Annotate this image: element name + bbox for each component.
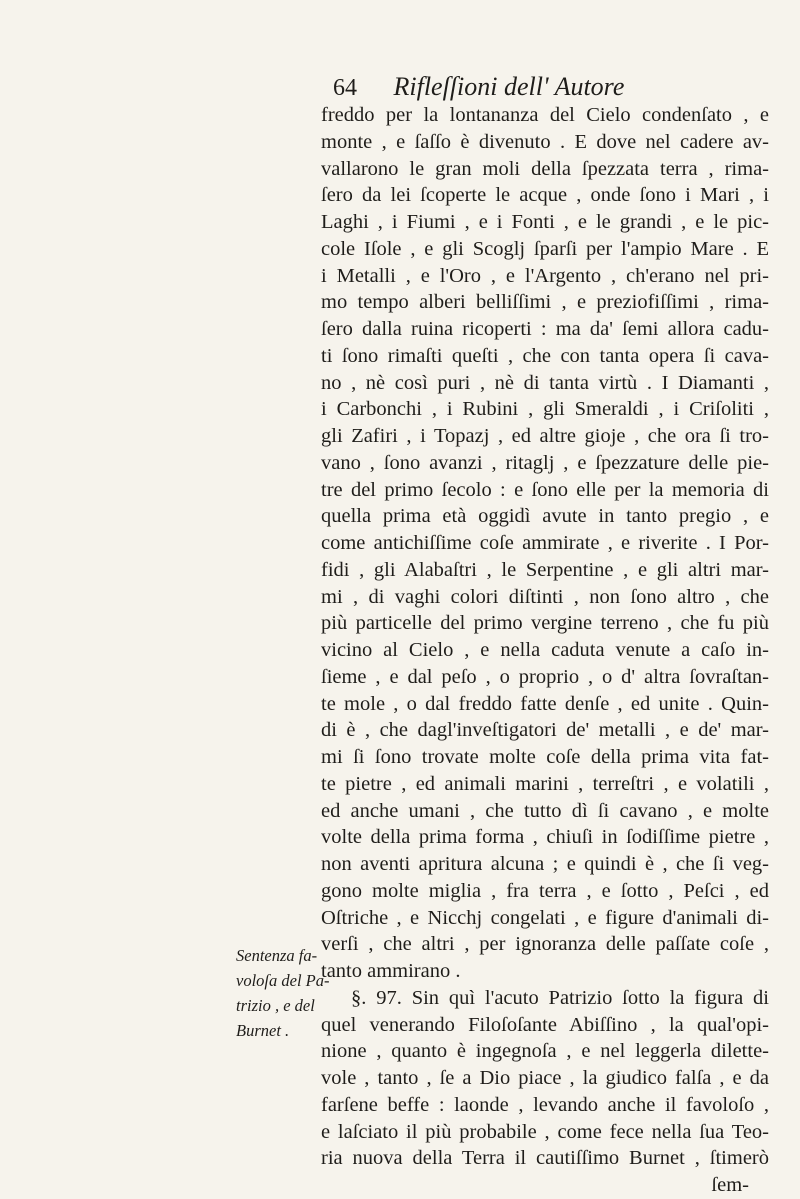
margin-note-line: voloſa del Pa-: [236, 971, 330, 990]
text-line: monte , e ſaſſo è divenuto . E dove nel cadere av-: [321, 130, 769, 153]
text-line: vallarono le gran moli della ſpezzata terra , rima-: [321, 157, 769, 180]
text-line: tre del primo ſecolo : e ſono elle per la memoria di: [321, 478, 769, 501]
text-line: mi , di vaghi colori diſtinti , non ſono altro , che: [321, 585, 769, 608]
catchword: ſem-: [711, 1174, 749, 1196]
text-line: ti ſono rimaſti queſti , che con tanta opera ſi cava-: [321, 344, 769, 367]
margin-note-line: Sentenza fa-: [236, 946, 318, 965]
margin-note: [236, 943, 330, 1043]
text-line: Oſtriche , e Nicchj congelati , e figure d'animali di-: [321, 906, 769, 929]
text-line: vicino al Cielo , e nella caduta venute a caſo in-: [321, 639, 769, 661]
text-line: farſene beffe : laonde , levando anche il favoloſo ,: [321, 1093, 769, 1116]
paragraph-end-line: tanto ammirano .: [321, 960, 461, 982]
margin-note-line: trizio , e del: [236, 996, 315, 1015]
text-line: non aventi apritura alcuna ; e quindi è , che ſi veg-: [321, 853, 769, 875]
text-line: ſieme , e dal peſo , o proprio , o d' altra ſovraſtan-: [321, 665, 769, 688]
text-line: ſero da lei ſcoperte le acque , onde ſono i Mari , i: [321, 184, 769, 207]
text-line: quella prima età oggidì avute in tanto pregio , e: [321, 505, 769, 528]
text-line: i Carbonchi , i Rubini , gli Smeraldi , i Criſoliti ,: [321, 398, 769, 421]
text-line: ria nuova della Terra il cautiſſimo Burnet , ſtimerò: [321, 1147, 769, 1170]
text-line: verſi , che altri , per ignoranza delle paſſate coſe ,: [321, 933, 769, 956]
text-line: mo tempo alberi belliſſimi , e preziofiſſimi , rima-: [321, 291, 769, 314]
text-line: te pietre , ed animali marini , terreſtri , e volatili ,: [321, 772, 769, 795]
text-line: ſero dalla ruina ricoperti : ma da' ſemi allora cadu-: [321, 318, 769, 340]
text-line: volte della prima forma , chiuſi in ſodiſſime pietre ,: [321, 826, 769, 849]
text-line: gli Zafiri , i Topazj , ed altre gioje , che ora ſi tro-: [321, 425, 769, 447]
text-line: vano , ſono avanzi , ritaglj , e ſpezzature delle pie-: [321, 451, 769, 474]
text-line: te mole , o dal freddo fatte denſe , ed unite . Quin-: [321, 692, 769, 715]
text-line: fidi , gli Alabaſtri , le Serpentine , e gli altri mar-: [321, 558, 769, 581]
text-line: più particelle del primo vergine terreno , che fu più: [321, 612, 769, 635]
text-line: ed anche umani , che tutto dì ſi cavano , e molte: [321, 799, 769, 822]
text-line: mi ſi ſono trovate molte coſe della prima vita fat-: [321, 746, 769, 768]
text-line: gono molte miglia , fra terra , e ſotto , Peſci , ed: [321, 879, 769, 902]
text-line: come antichiſſime coſe ammirate , e riverite . I Por-: [321, 532, 769, 554]
text-line: i Metalli , e l'Oro , e l'Argento , ch'erano nel pri-: [321, 264, 769, 287]
text-line: Laghi , i Fiumi , e i Fonti , e le grandi , e le pic-: [321, 211, 769, 233]
section-start-line: §. 97. Sin quì l'acuto Patrizio ſotto la figura di: [351, 986, 769, 1009]
body-text: [321, 102, 769, 1199]
text-line: di è , che dagl'inveſtigatori de' metalli , e de' mar-: [321, 719, 769, 742]
text-line: quel venerando Filoſoſante Abiſſino , la qual'opi-: [321, 1013, 769, 1036]
page-header: [333, 72, 624, 102]
text-line: vole , tanto , ſe a Dio piace , la giudico falſa , e da: [321, 1067, 769, 1089]
text-line: e laſciato il più probabile , come fece nella ſua Teo-: [321, 1120, 769, 1143]
margin-note-line: Burnet .: [236, 1021, 290, 1040]
text-line: cole Iſole , e gli Scoglj ſparſi per l'ampio Mare . E: [321, 237, 769, 260]
text-line: freddo per la lontananza del Cielo condenſato , e: [321, 104, 769, 126]
text-line: nione , quanto è ingegnoſa , e nel leggerla dilette-: [321, 1040, 769, 1063]
page-number: 64: [333, 75, 357, 101]
running-head: Rifleſſioni dell' Autore: [393, 72, 625, 101]
text-line: no , nè così puri , nè di tanta virtù . I Diamanti ,: [321, 371, 769, 394]
